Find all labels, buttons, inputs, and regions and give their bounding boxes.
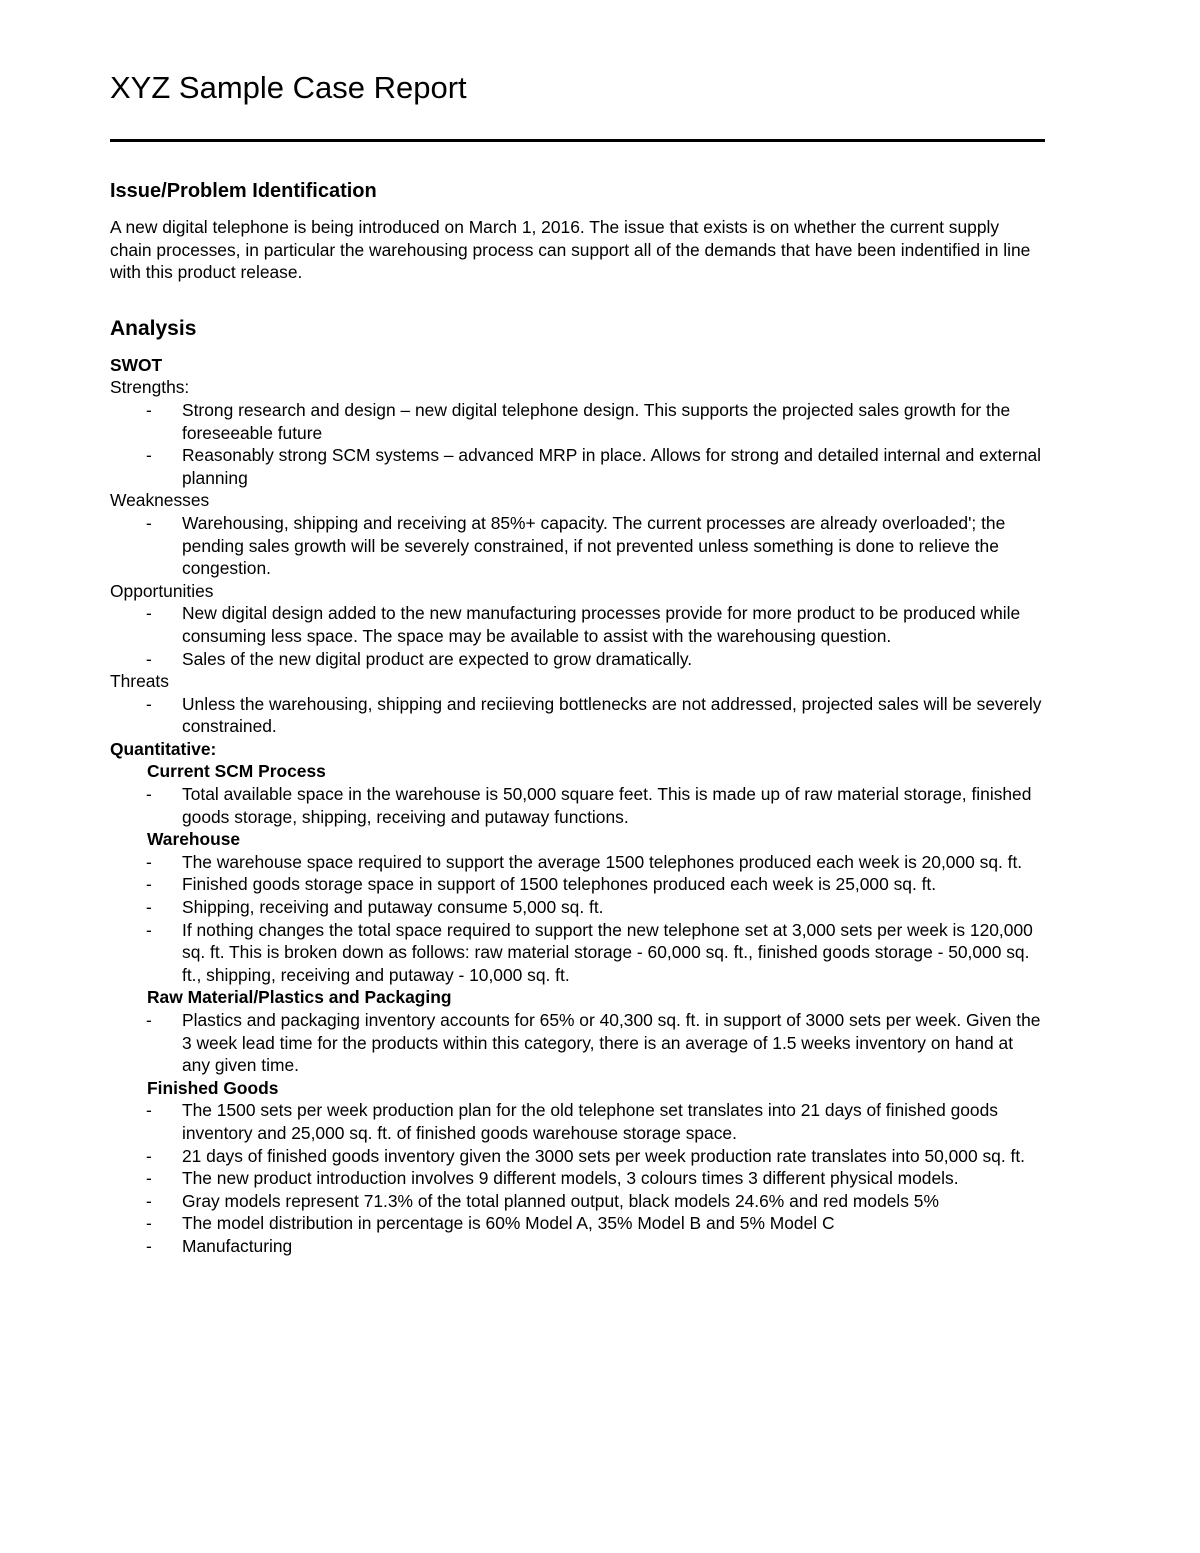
dash-bullet: - <box>146 1168 152 1189</box>
dash-bullet: - <box>146 919 152 940</box>
list-item <box>110 896 1045 919</box>
list-item <box>110 919 1045 987</box>
list-item-text: Reasonably strong SCM systems – advanced MRP in place. Allows for strong and detailed internal and external planning <box>182 445 1042 488</box>
dash-bullet: - <box>146 851 152 872</box>
dash-bullet: - <box>146 1010 152 1030</box>
dash-bullet: - <box>146 1190 152 1211</box>
list-item <box>110 512 1045 580</box>
list-item-text: 21 days of finished goods inventory given the 3000 sets per week production rate translates into 50,000 sq. ft. <box>182 1145 1026 1166</box>
list-item-text: Gray models represent 71.3% of the total planned output, black models 24.6% and red models 5% <box>182 1190 939 1211</box>
current-scm-list <box>110 783 1045 828</box>
list-item <box>110 783 1045 828</box>
dash-bullet: - <box>146 512 152 533</box>
dash-bullet: - <box>146 648 152 669</box>
dash-bullet: - <box>146 445 152 466</box>
list-item-text: Plastics and packaging inventory accounts for 65% or 40,300 sq. ft. in support of 3000 sets per week. Given the 3 week lead time for the products within this category, there is an average of 1.5 weeks inventory on hand at any given time. <box>182 1010 1041 1076</box>
list-item <box>110 693 1045 738</box>
threats-label: Threats <box>110 671 169 692</box>
list-item-text: The 1500 sets per week production plan for the old telephone set translates into 21 days of finished goods inventory and 25,000 sq. ft. of finished goods warehouse storage space. <box>182 1100 998 1143</box>
list-item-text: Unless the warehousing, shipping and reciieving bottlenecks are not addressed, projected sales will be severely constrained. <box>182 693 1042 737</box>
finished-goods-list <box>110 1099 1045 1257</box>
dash-bullet: - <box>146 603 152 624</box>
analysis-heading: Analysis <box>110 316 197 340</box>
weaknesses-list <box>110 512 1045 580</box>
dash-bullet: - <box>146 1100 152 1121</box>
strengths-list <box>110 399 1045 489</box>
dash-bullet: - <box>146 1145 152 1166</box>
list-item <box>110 444 1045 489</box>
list-item <box>110 399 1045 444</box>
issue-heading: Issue/Problem Identification <box>110 180 377 202</box>
weaknesses-label: Weaknesses <box>110 490 210 511</box>
finished-goods-heading: Finished Goods <box>147 1077 279 1098</box>
dash-bullet: - <box>146 874 152 895</box>
list-item-text: If nothing changes the total space required to support the new telephone set at 3,000 sets per week is 120,000 sq. ft. This is broken down as follows: raw material storage - 60,000 sq. ft., finished goods storage - 50,000 sq. ft., shipping, receiving and putaway - 10,000 sq. ft. <box>182 919 1033 985</box>
quantitative-heading: Quantitative: <box>110 738 217 759</box>
list-item <box>110 1145 1045 1168</box>
list-item-text: Warehousing, shipping and receiving at 85%+ capacity. The current processes are already overloaded'; the pending sales growth will be severely constrained, if not prevented unless something is done to relieve the congestion. <box>182 512 1006 579</box>
opportunities-list <box>110 602 1045 670</box>
list-item-text: Sales of the new digital product are expected to grow dramatically. <box>182 648 693 669</box>
list-item <box>110 602 1045 647</box>
swot-heading: SWOT <box>110 354 163 375</box>
list-item <box>110 648 1045 671</box>
list-item-text: The model distribution in percentage is 60% Model A, 35% Model B and 5% Model C <box>182 1213 835 1234</box>
list-item <box>110 1009 1045 1077</box>
list-item <box>110 873 1045 896</box>
warehouse-heading: Warehouse <box>147 829 241 850</box>
list-item-text: Shipping, receiving and putaway consume 5,000 sq. ft. <box>182 897 604 918</box>
list-item-text: Manufacturing <box>182 1235 293 1256</box>
opportunities-label: Opportunities <box>110 580 214 601</box>
dash-bullet: - <box>146 1213 152 1234</box>
title-divider <box>110 139 1045 142</box>
list-item-text: Strong research and design – new digital telephone design. This supports the projected sales growth for the foreseeable future <box>182 399 1011 443</box>
dash-bullet: - <box>146 1235 152 1256</box>
document-title: XYZ Sample Case Report <box>110 70 467 105</box>
list-item-text: The new product introduction involves 9 different models, 3 colours times 3 different physical models. <box>182 1168 959 1189</box>
list-item-text: Finished goods storage space in support of 1500 telephones produced each week is 25,000 sq. ft. <box>182 874 937 895</box>
dash-bullet: - <box>146 784 152 805</box>
list-item <box>110 1190 1045 1213</box>
list-item <box>110 1099 1045 1144</box>
issue-paragraph: A new digital telephone is being introduced on March 1, 2016. The issue that exists is on whether the current supply chain processes, in particular the warehousing process can support all of the demands that have been indentified in line with this product release. <box>110 217 1031 283</box>
raw-material-heading: Raw Material/Plastics and Packaging <box>147 987 452 1008</box>
dash-bullet: - <box>146 897 152 918</box>
strengths-label: Strengths: <box>110 377 190 398</box>
list-item <box>110 1235 1045 1258</box>
document-page <box>110 68 1045 1258</box>
warehouse-list <box>110 851 1045 987</box>
raw-material-list <box>110 1009 1045 1077</box>
list-item-text: New digital design added to the new manufacturing processes provide for more product to be produced while consuming less space. The space may be available to assist with the warehousing question. <box>182 603 1021 646</box>
current-scm-heading: Current SCM Process <box>147 761 326 782</box>
threats-list <box>110 693 1045 738</box>
list-item-text: Total available space in the warehouse is 50,000 square feet. This is made up of raw material storage, finished goods storage, shipping, receiving and putaway functions. <box>182 784 1032 827</box>
list-item <box>110 1167 1045 1190</box>
dash-bullet: - <box>146 399 152 420</box>
dash-bullet: - <box>146 693 152 714</box>
list-item-text: The warehouse space required to support the average 1500 telephones produced each week is 20,000 sq. ft. <box>182 851 1023 872</box>
list-item <box>110 851 1045 874</box>
list-item <box>110 1212 1045 1235</box>
